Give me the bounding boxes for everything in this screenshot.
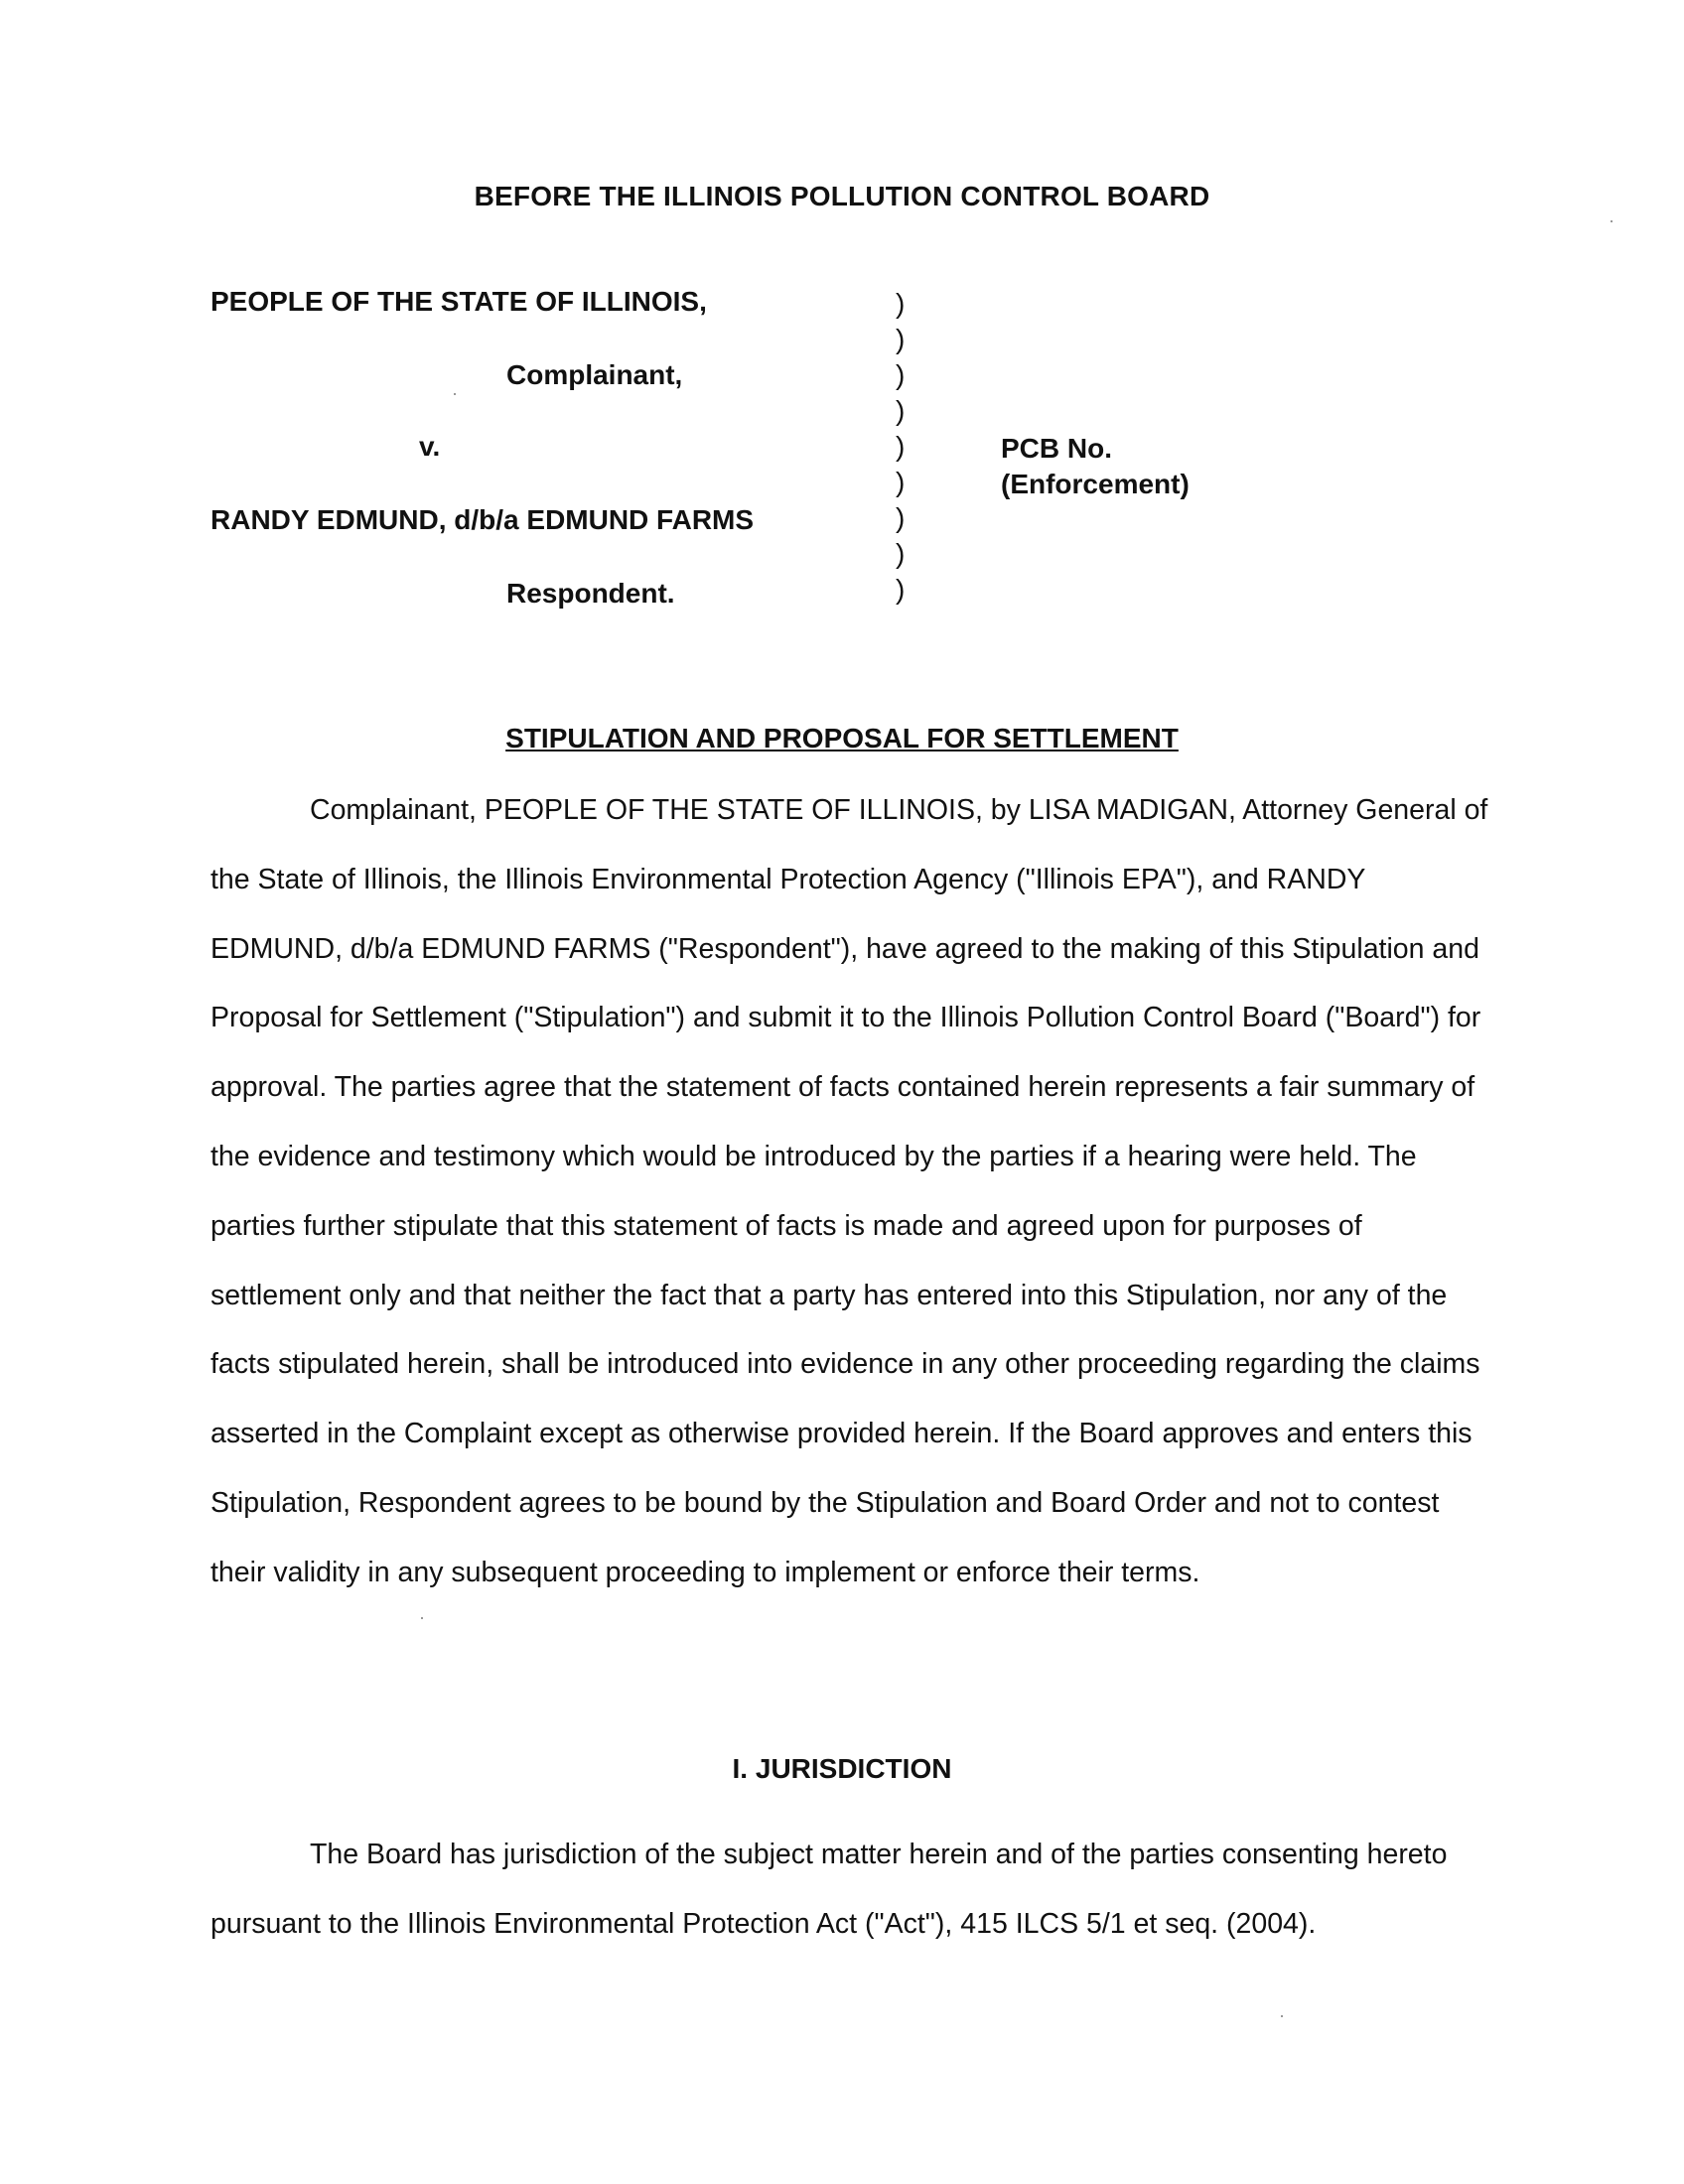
caption-paren: )	[896, 502, 906, 533]
caption-paren: )	[896, 359, 906, 390]
respondent-name: RANDY EDMUND, d/b/a EDMUND FARMS	[210, 504, 755, 535]
caption-paren: )	[896, 288, 906, 319]
jurisdiction-section	[210, 1821, 1493, 1960]
complainant-name: PEOPLE OF THE STATE OF ILLINOIS,	[210, 286, 707, 317]
scan-speck	[1281, 2015, 1283, 2017]
board-title: BEFORE THE ILLINOIS POLLUTION CONTROL BOARD	[474, 181, 1210, 211]
document-title: STIPULATION AND PROPOSAL FOR SETTLEMENT	[505, 723, 1179, 753]
caption-paren: )	[896, 538, 906, 569]
jurisdiction-paragraph: The Board has jurisdiction of the subject matter herein and of the parties consenting hereto pursuant to the Illinois Environmental Protection Act ("Act"), 415 ILCS 5/1 et seq. (2004).	[210, 1839, 1448, 1940]
case-number-label: PCB No.	[1001, 433, 1112, 464]
scan-speck	[1611, 220, 1613, 222]
case-type: (Enforcement)	[1001, 469, 1190, 499]
intro-section	[210, 776, 1493, 1608]
caption-paren: )	[896, 395, 906, 426]
respondent-role: Respondent.	[506, 578, 675, 609]
case-caption	[0, 286, 1684, 623]
versus-label: v.	[419, 431, 441, 462]
caption-paren: )	[896, 467, 906, 497]
caption-paren: )	[896, 324, 906, 354]
caption-paren: )	[896, 431, 906, 462]
case-number-block	[1001, 431, 1190, 502]
scan-speck	[421, 1617, 423, 1619]
scan-speck	[454, 393, 456, 395]
caption-paren: )	[896, 574, 906, 605]
caption-parentheses	[896, 286, 915, 608]
section-heading-jurisdiction: I. JURISDICTION	[732, 1753, 952, 1784]
complainant-role: Complainant,	[506, 359, 683, 390]
intro-paragraph: Complainant, PEOPLE OF THE STATE OF ILLINOIS, by LISA MADIGAN, Attorney General of the State of Illinois, the Illinois Environmental Protection Agency ("Illinois EPA"), and RANDY EDMUND, d/b/a EDMUND FARMS ("Respondent"), have agreed to the making of this Stipulation and Proposal for Settlement ("Stipulation") and submit it to the Illinois Pollution Control Board ("Board") for approval. The parties agree that the statement of facts contained herein represents a fair summary of the evidence and testimony which would be introduced by the parties if a hearing were held. The parties further stipulate that this statement of facts is made and agreed upon for purposes of settlement only and that neither the fact that a party has entered into this Stipulation, nor any of the facts stipulated herein, shall be introduced into evidence in any other proceeding regarding the claims asserted in the Complaint except as otherwise provided herein. If the Board approves and enters this Stipulation, Respondent agrees to be bound by the Stipulation and Board Order and not to contest their validity in any subsequent proceeding to implement or enforce their terms.	[210, 794, 1488, 1588]
